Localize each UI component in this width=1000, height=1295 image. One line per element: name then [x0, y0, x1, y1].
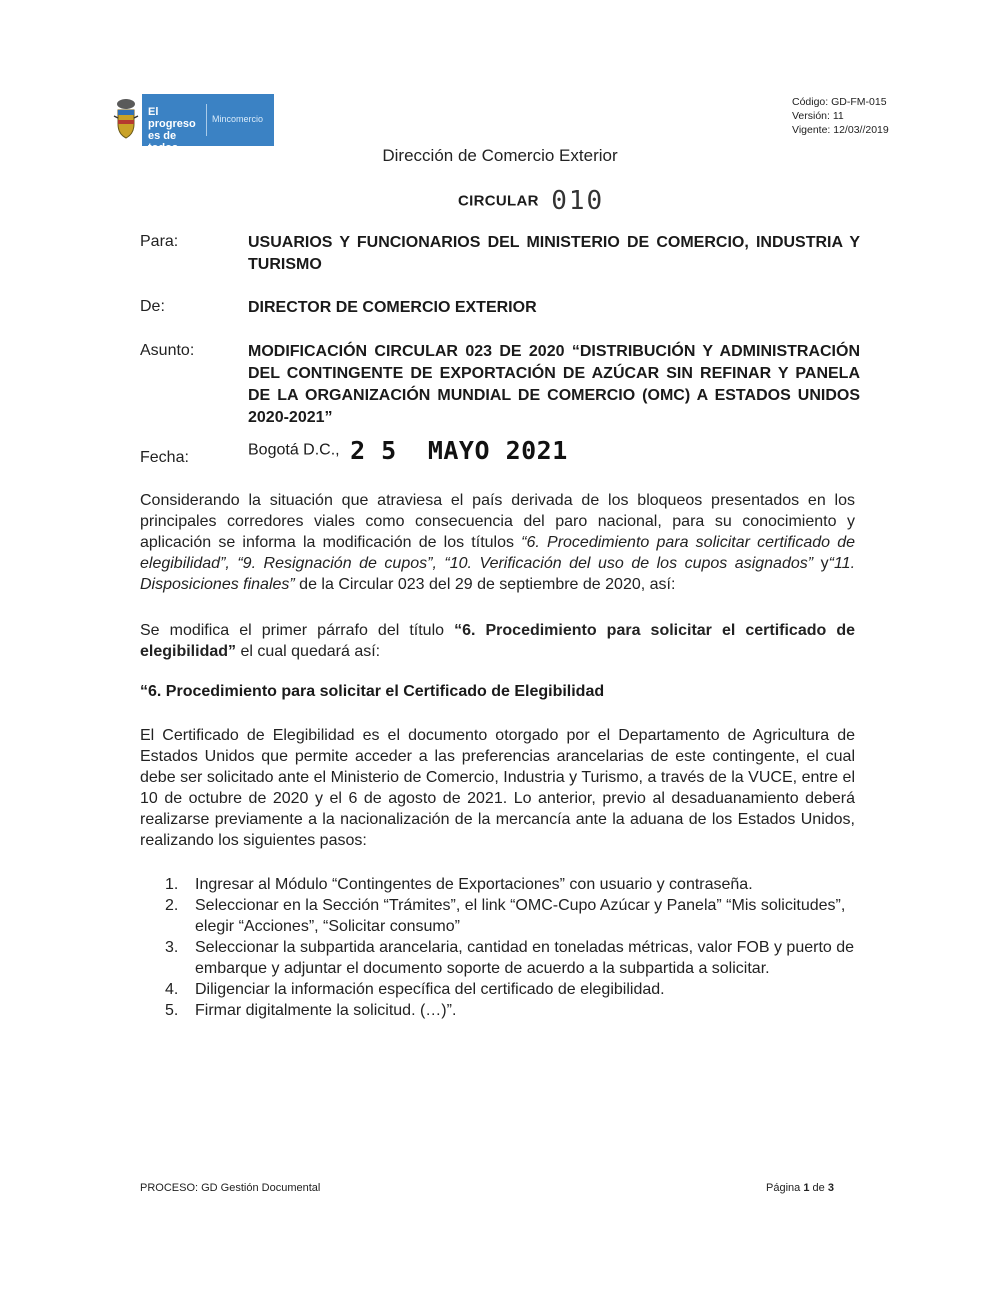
- department-title: Dirección de Comercio Exterior: [382, 146, 618, 165]
- fecha-city: Bogotá D.C.,: [248, 441, 340, 459]
- logo-divider: [206, 104, 207, 136]
- intro-title-11: “11. Disposiciones finales”: [140, 555, 856, 593]
- modification-paragraph: Se modifica el primer párrafo del título “6. Procedimiento para solicitar el certificado de elegibilidad” el cual quedará así:: [140, 622, 856, 660]
- para-label: Para:: [140, 233, 179, 250]
- logo-slogan: El progreso es de todos: [148, 106, 196, 154]
- logo-banner: [142, 94, 274, 154]
- asunto-label: Asunto:: [140, 342, 195, 359]
- de-value: DIRECTOR DE COMERCIO EXTERIOR: [248, 299, 537, 316]
- page-indicator: Página 1 de 3: [766, 1182, 834, 1194]
- version-line: Versión: 11: [792, 110, 844, 122]
- logo-brand: Mincomercio: [212, 114, 264, 124]
- de-label: De:: [140, 298, 165, 315]
- section-title: “6. Procedimiento para solicitar el Certificado de Elegibilidad: [140, 683, 605, 700]
- intro-paragraph: Considerando la situación que atraviesa el país derivada de los bloqueos presentados en los principales corredores viales como consecuencia del paro nacional, para su conocimiento y aplicación se informa la modificación de los títulos “6. Procedimiento para solicitar certificado de elegibilidad”, “9. Resignación de cupos”, “10. Verificación del uso de los cupos asignados” y“11. Disposiciones finales” de la Circular 023 del 29 de septiembre de 2020, así:: [140, 492, 856, 593]
- code-line: Código: GD-FM-015: [792, 96, 887, 108]
- circular-heading: [458, 186, 604, 216]
- fecha-value: [248, 436, 568, 465]
- document-codes: [792, 95, 889, 137]
- list-item: 1. Ingresar al Módulo “Contingentes de Exportaciones” con usuario y contraseña.: [165, 876, 753, 893]
- modified-title: “6. Procedimiento para solicitar el certificado de elegibilidad”: [140, 622, 856, 660]
- fecha-label: Fecha:: [140, 449, 189, 466]
- section-paragraph: El Certificado de Elegibilidad es el documento otorgado por el Departamento de Agricultura de Estados Unidos que permite acceder a las preferencias arancelarias de este contingente, el cual debe ser solicitado ante el Ministerio de Comercio, Industria y Turismo, a través de la VUCE, entre el 10 de octubre de 2020 y el 6 de agosto de 2021. Lo anterior, previo al desaduanamiento deberá realizarse previamente a la nacionalización de la mercancía ante la aduana de los Estados Unidos, realizando los siguientes pasos:: [140, 727, 855, 849]
- para-value: USUARIOS Y FUNCIONARIOS DEL MINISTERIO DE COMERCIO, INDUSTRIA Y TURISMO: [248, 234, 860, 273]
- coat-of-arms-icon: [112, 96, 140, 144]
- footer-process: PROCESO: GD Gestión Documental: [140, 1182, 321, 1194]
- list-item: 3. Seleccionar la subpartida arancelaria, cantidad en toneladas métricas, valor FOB y puerto de embarque y adjuntar el documento soporte de acuerdo a la subpartida a solicitar.: [165, 939, 855, 977]
- steps-list: [165, 874, 855, 1021]
- circular-label: CIRCULAR: [458, 192, 539, 210]
- date-stamp: 2 5 MAYO 2021: [350, 436, 568, 465]
- ministry-logo: [112, 94, 274, 154]
- list-item: 2. Seleccionar en la Sección “Trámites”, el link “OMC-Cupo Azúcar y Panela” “Mis solicitudes”, elegir “Acciones”, “Solicitar consumo”: [165, 897, 846, 935]
- intro-titles: “6. Procedimiento para solicitar certificado de elegibilidad”, “9. Resignación de cupos”, “10. Verificación del uso de los cupos asignados”: [140, 534, 855, 572]
- list-item: 4. Diligenciar la información específica del certificado de elegibilidad.: [165, 981, 665, 998]
- circular-number: 010: [551, 186, 605, 216]
- asunto-value: MODIFICACIÓN CIRCULAR 023 DE 2020 “DISTRIBUCIÓN Y ADMINISTRACIÓN DEL CONTINGENTE DE EXPORTACIÓN DE AZÚCAR SIN REFINAR Y PANELA DE LA ORGANIZACIÓN MUNDIAL DE COMERCIO (OMC) A ESTADOS UNIDOS 2020-2021”: [248, 343, 860, 426]
- list-item: 5. Firmar digitalmente la solicitud. (…)”.: [165, 1002, 457, 1019]
- vigente-line: Vigente: 12/03//2019: [792, 124, 889, 136]
